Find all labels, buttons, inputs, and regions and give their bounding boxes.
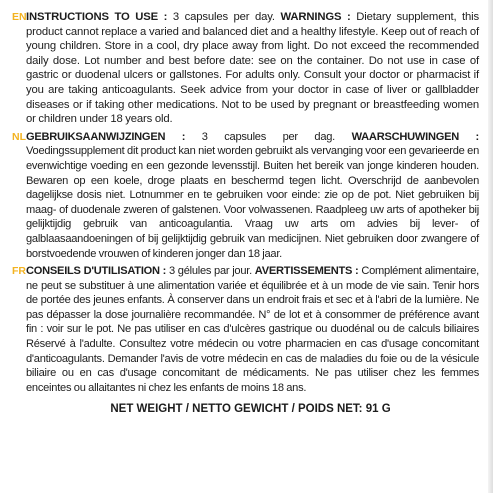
section-text-en <box>26 10 479 127</box>
warnings-heading-nl: WAARSCHUWINGEN : <box>351 130 479 143</box>
section-en <box>12 10 479 127</box>
label-edge-shadow <box>488 0 493 493</box>
section-nl <box>12 130 479 261</box>
warnings-heading-en: WARNINGS : <box>280 11 351 23</box>
language-code-fr: FR <box>12 265 26 278</box>
warnings-text-fr: Complément alimentaire, ne peut se substituer à une alimentation variée et équilibrée et à un mode de vie sain. Tenir hors de portée des jeunes enfants. À conserver dans un endroit frais et sec et à l'abri de la lumière. Ne pas dépasser la dose journalière recommandée. N° de lot et à consommer de préférence avant fin : voir sur le pot. Ne pas utiliser en cas d'ulcères gastrique ou duodénal ou de calculs biliaires Réservé à l'adulte. Consultez votre médecin ou votre pharmacien en cas d'usage concomitant d'anticoagulants. Demander l'avis de votre médecin en cas de maladies du foie ou de la vésicule biliaire ou en cas d'usage concomitant de médicaments. Ne pas utiliser chez les femmes enceintes ou allaitantes ni chez les enfants de moins 18 ans. <box>26 265 479 394</box>
section-fr <box>12 264 479 395</box>
warnings-text-en: Dietary supplement, this product cannot replace a varied and balanced diet and a healthy lifestyle. Keep out of reach of young children. Store in a cool, dry place away from light. Do not exceed the recommended daily dose. Lot number and best before date: see on the container. Do not use in case of gastric or duodenal ulcers or gallstones. For adults only. Consult your doctor or pharmacist if you are taking anticoagulants. Seek advice from your doctor in case of liver or gallbladder diseases or if taking other medications. Not to be used by pregnant or breastfeeding women or children under 18 years old. <box>26 11 479 126</box>
language-code-nl: NL <box>12 130 26 143</box>
warnings-text-nl: Voedingssupplement dit product kan niet worden gebruikt als vervanging voor een gevarieerde en evenwichtige voeding en een gezonde levensstijl. Buiten het bereik van jonge kinderen houden. Bewaren op een koele, droge plaats en beschermd tegen licht. Overschrijd de aanbevolen dagelijkse dosis niet. Lotnummer en te gebruiken voor einde: zie op de pot. Niet gebruiken bij maag- of duodenale zweren of galstenen. Voor volwassenen. Raadpleeg uw arts of apotheker bij gelijktijdig gebruik van anticoagulantia. Vraag uw arts om advies bij lever- of galblaasaandoeningen of bij gelijktijdig gebruik van medicijnen. Niet gebruiken door zwangere of borstvoedende vrouwen of kinderen jonger dan 18 jaar. <box>26 145 479 260</box>
usage-text-en: 3 capsules per day. <box>167 11 281 23</box>
section-text-nl <box>26 130 479 261</box>
section-text-fr <box>26 264 479 395</box>
usage-heading-nl: GEBRUIKSAANWIJZINGEN : <box>26 130 186 143</box>
usage-heading-fr: CONSEILS D'UTILISATION : <box>26 265 167 278</box>
language-code-en: EN <box>12 11 27 23</box>
usage-text-fr: 3 gélules par jour. <box>166 265 255 278</box>
warnings-heading-fr: AVERTISSEMENTS : <box>254 265 359 278</box>
usage-heading-en: INSTRUCTIONS TO USE : <box>26 11 168 23</box>
usage-text-nl: 3 capsules per dag. <box>185 130 352 143</box>
net-weight: NET WEIGHT / NETTO GEWICHT / POIDS NET: 91 G <box>110 403 391 416</box>
